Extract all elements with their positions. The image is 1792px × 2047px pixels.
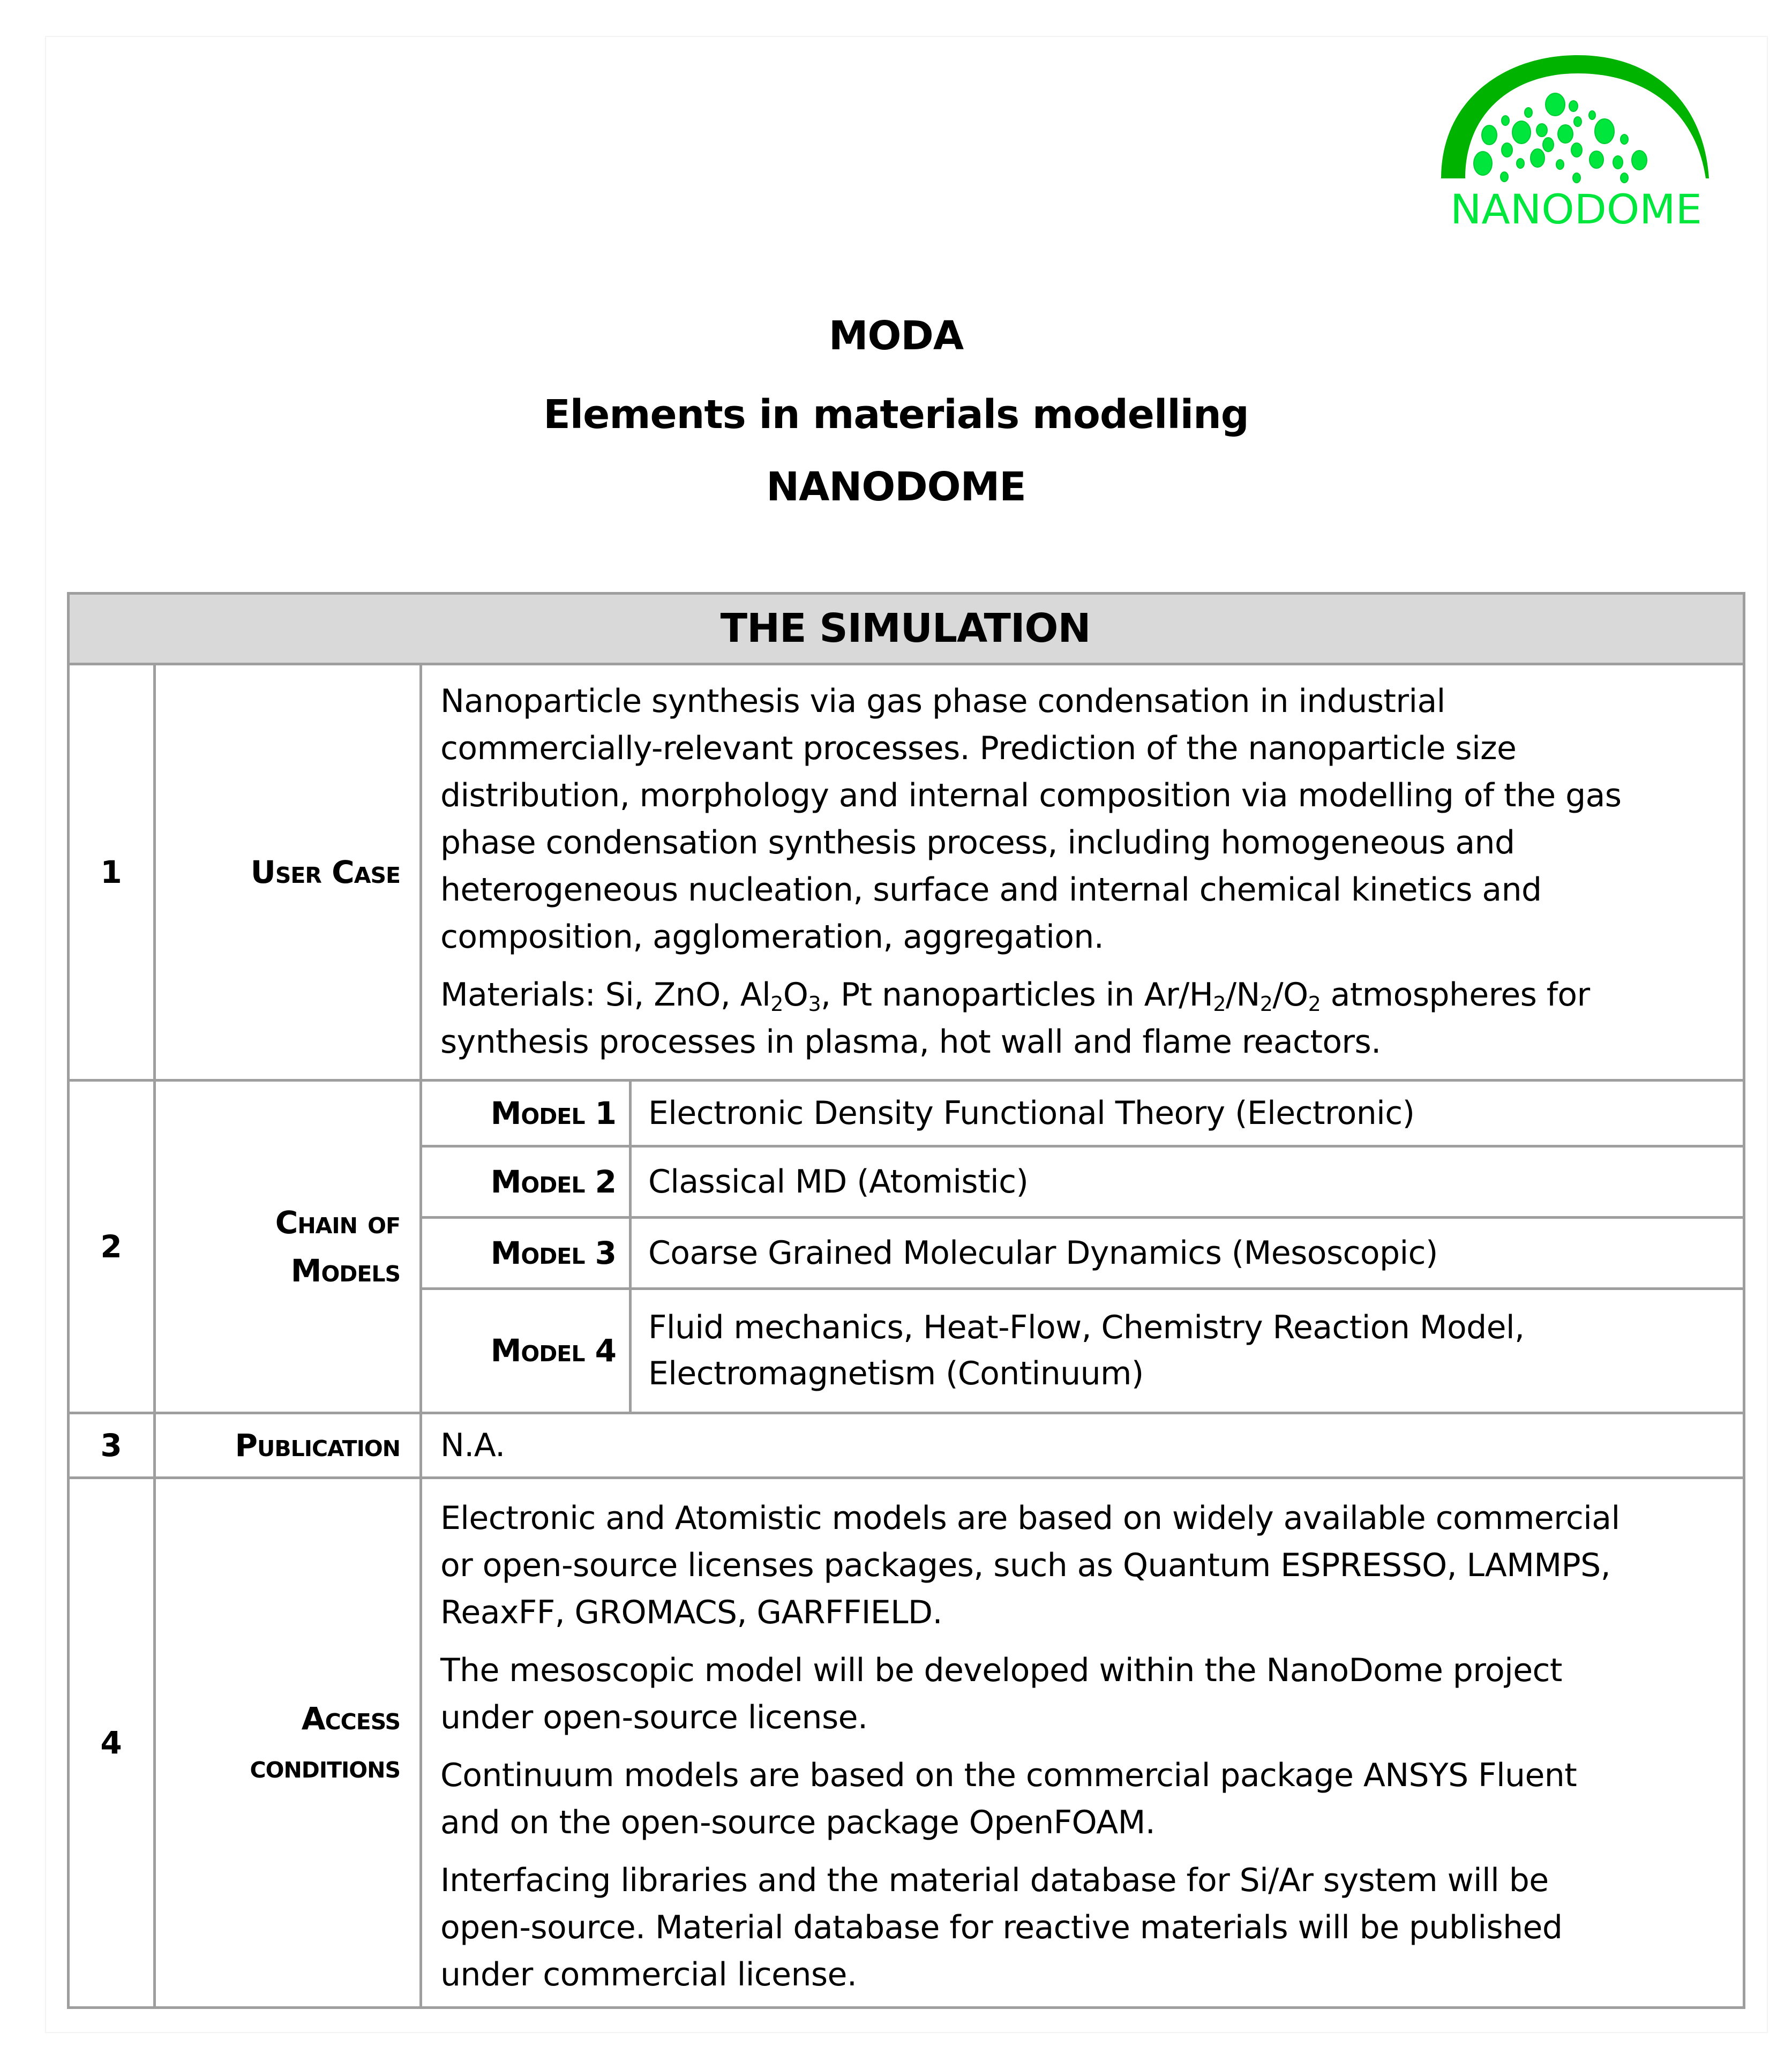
row-number: 1 [100,853,122,890]
model-2-description: Classical MD (Atomistic) [648,1163,1029,1201]
title-elements: Elements in materials modelling [543,392,1249,438]
border-right [1743,592,1745,2009]
access-conditions-description [440,1495,1620,2009]
row-label-user-case: User Case [250,853,400,890]
user-case-paragraph: Nanoparticle synthesis via gas phase condensation in industrial commercially-relevant processes. Prediction of the nanoparticle size distribution, morphology and internal composition via modelling of the gas phase condensation synthesis process, including homogeneous and heterogeneous nucleation, surface and internal chemical kinetics and composition, agglomeration, aggregation. [440,683,1622,956]
materials-paragraph: Materials: Si, ZnO, $Al_2O_3$, Pt nanoparticles in $Ar/H_2/N_2/O_2$ atmospheres for synthesis processes in plasma, hot wall and flame reactors. [440,976,1590,1061]
title-moda: MODA [828,313,964,359]
access-paragraph-4: Interfacing libraries and the material database for Si/Ar system will be open-source. Material database for reactive materials will be published under commercial license. [440,1862,1563,1993]
border-top [68,592,1745,595]
access-paragraph-1: Electronic and Atomistic models are based on widely available commercial or open-source licenses packages, such as Quantum ESPRESSO, LAMMPS, ReaxFF, GROMACS, GARFFIELD. [440,1499,1620,1631]
particles-icon [1474,93,1647,183]
row-label-publication: Publication [235,1427,400,1464]
model-1-description: Electronic Density Functional Theory (Electronic) [648,1094,1415,1132]
row-label-access-conditions: Access conditions [250,1700,400,1785]
row-label-chain-of-models: Chain of Models [275,1204,400,1289]
model-3-label: Model 3 [490,1234,616,1271]
publication-value: N.A. [440,1426,505,1464]
row-number: 4 [100,1724,122,1761]
access-paragraph-3: Continuum models are based on the commercial package ANSYS Fluent and on the open-source package OpenFOAM. [440,1757,1577,1841]
row-number: 2 [100,1228,122,1265]
model-4-label: Model 4 [490,1332,616,1369]
nanodome-logo [1425,51,1725,228]
logo-wordmark: NANODOME [1450,185,1702,228]
model-4-description: Fluid mechanics, Heat-Flow, Chemistry Reaction Model, Electromagnetism (Continuum) [648,1309,1525,1392]
row-number: 3 [100,1427,122,1464]
model-2-label: Model 2 [490,1163,616,1200]
table-header: THE SIMULATION [720,605,1091,651]
title-nanodome: NANODOME [766,464,1026,510]
user-case-description [440,678,1621,1076]
access-paragraph-2: The mesoscopic model will be developed within the NanoDome project under open-source license. [440,1652,1562,1736]
model-1-label: Model 1 [490,1094,616,1131]
model-3-description: Coarse Grained Molecular Dynamics (Mesoscopic) [648,1234,1438,1272]
